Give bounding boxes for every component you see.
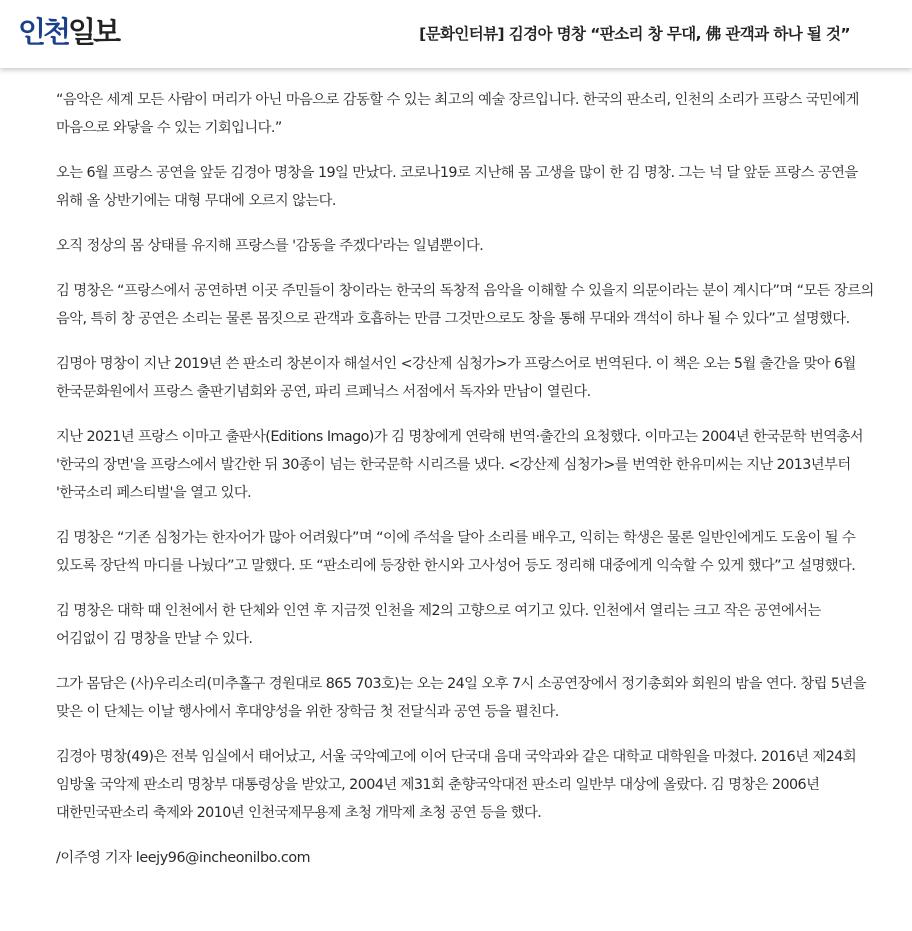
article-paragraph-2: 오는 6월 프랑스 공연을 앞둔 김경아 명창을 19일 만났다. 코로나19로 지난해 몸 고생을 많이 한 김 명창. 그는 넉 달 앞둔 프랑스 공연을 위해 올 상반기에는 대형 무대에 오르지 않는다. bbox=[56, 165, 858, 209]
logo-part-ilbo: 일보 bbox=[68, 15, 119, 49]
article-headline: [문화인터뷰] 김경아 명창 “판소리 창 무대, 佛 관객과 하나 될 것” bbox=[419, 25, 850, 43]
page-header bbox=[0, 0, 912, 68]
article-paragraph-5: 김명아 명창이 지난 2019년 쓴 판소리 창본이자 해설서인 <강산제 심청가>가 프랑스어로 번역된다. 이 책은 오는 5월 출간을 맞아 6월 한국문화원에서 프랑스 출판기념회와 공연, 파리 르페닉스 서점에서 독자와 만남이 열린다. bbox=[56, 356, 856, 400]
article-body bbox=[56, 86, 876, 872]
article-byline: /이주영 기자 leejy96@incheonilbo.com bbox=[56, 850, 311, 866]
article-paragraph-4: 김 명창은 “프랑스에서 공연하면 이곳 주민들이 창이라는 한국의 독창적 음악을 이해할 수 있을지 의문이라는 분이 계시다”며 “모든 장르의 음악, 특히 창 공연은 소리는 물론 몸짓으로 관객과 호흡하는 만큼 그것만으로도 창을 통해 무대와 객석이 하나 될 수 있다”고 설명했다. bbox=[56, 283, 874, 327]
article-paragraph-10: 김경아 명창(49)은 전북 임실에서 태어났고, 서울 국악예고에 이어 단국대 음대 국악과와 같은 대학교 대학원을 마쳤다. 2016년 제24회 임방울 국악제 판소리 명창부 대통령상을 받았고, 2004년 제31회 춘향국악대전 판소리 일반부 대상에 올랐다. 김 명창은 2006년 대한민국판소리 축제와 2010년 인천국제무용제 초청 개막제 초청 공연 등을 했다. bbox=[56, 749, 857, 821]
article-paragraph-3: 오직 정상의 몸 상태를 유지해 프랑스를 '감동을 주겠다'라는 일념뿐이다. bbox=[56, 238, 484, 254]
article-paragraph-7: 김 명창은 “기존 심청가는 한자어가 많아 어려웠다”며 “이에 주석을 달아 소리를 배우고, 익히는 학생은 물론 일반인에게도 도움이 될 수 있도록 장단씩 마디를 나눴다”고 말했다. 또 “판소리에 등장한 한시와 고사성어 등도 정리해 대중에게 익숙할 수 있게 했다”고 설명했다. bbox=[56, 530, 856, 574]
logo-part-incheon: 인천 bbox=[18, 15, 69, 49]
article-paragraph-8: 김 명창은 대학 때 인천에서 한 단체와 인연 후 지금껏 인천을 제2의 고향으로 여기고 있다. 인천에서 열리는 크고 작은 공연에서는 어김없이 김 명창을 만날 수 있다. bbox=[56, 603, 821, 647]
article-paragraph-6: 지난 2021년 프랑스 이마고 출판사(Editions Imago)가 김 명창에게 연락해 번역·출간의 요청했다. 이마고는 2004년 한국문학 번역총서 '한국의 장면'을 프랑스에서 발간한 뒤 30종이 넘는 한국문학 시리즈를 냈다. <강산제 심청가>를 번역한 한유미씨는 지난 2013년부터 '한국소리 페스티벌'을 열고 있다. bbox=[56, 429, 864, 501]
article-paragraph-1: “음악은 세계 모든 사람이 머리가 아닌 마음으로 감동할 수 있는 최고의 예술 장르입니다. 한국의 판소리, 인천의 소리가 프랑스 국민에게 마음으로 와닿을 수 있는 기회입니다.” bbox=[56, 92, 859, 136]
article-paragraph-9: 그가 몸담은 (사)우리소리(미추홀구 경원대로 865 703호)는 오는 24일 오후 7시 소공연장에서 정기총회와 회원의 밤을 연다. 창립 5년을 맞은 이 단체는 이날 행사에서 후대양성을 위한 장학금 첫 전달식과 공연 등을 펼친다. bbox=[56, 676, 866, 720]
site-logo[interactable] bbox=[18, 12, 118, 52]
